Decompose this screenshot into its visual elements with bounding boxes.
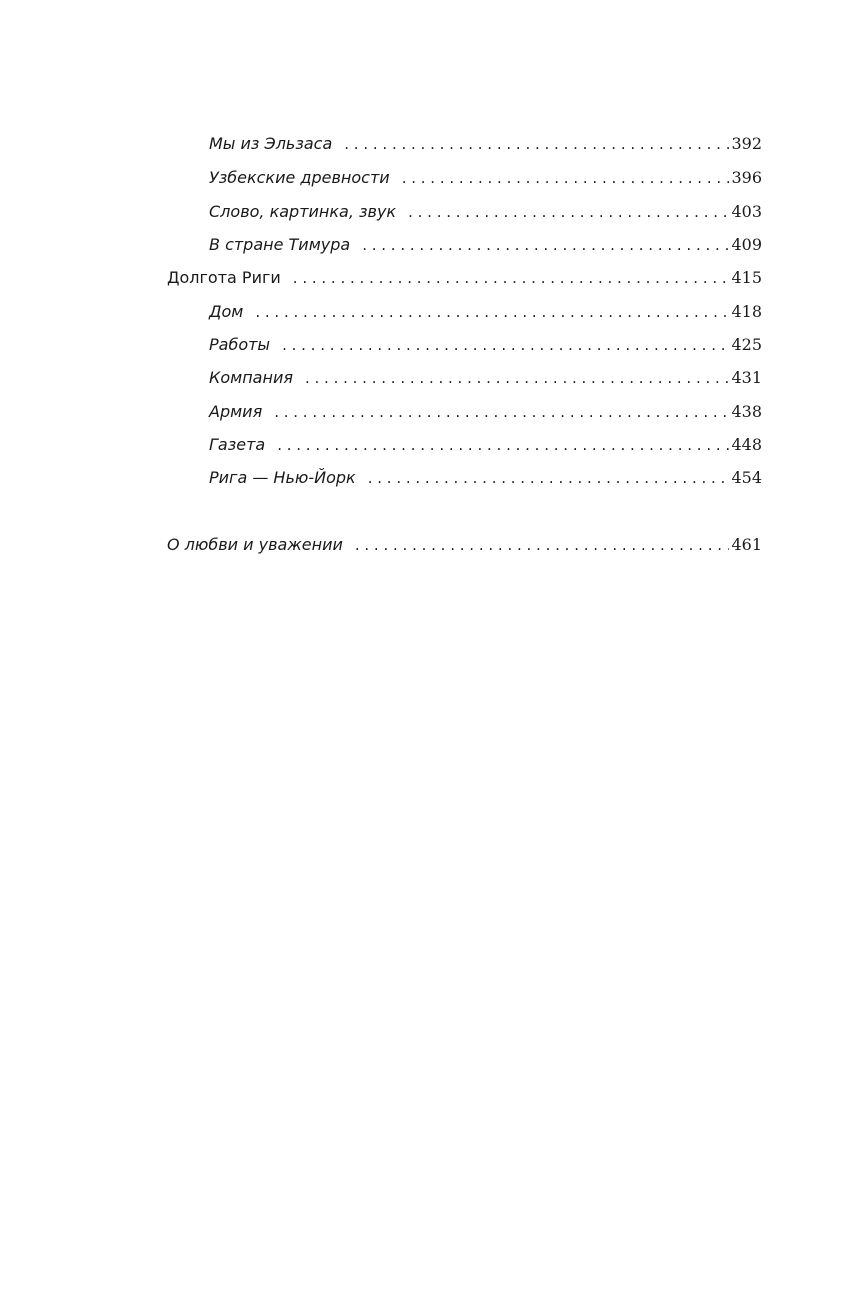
toc-entry-title: Армия xyxy=(209,402,263,421)
toc-entry-title: О любви и уважении xyxy=(167,535,343,554)
toc-dot-leader xyxy=(274,400,729,424)
toc-entry xyxy=(209,433,762,457)
toc-entry-title: Узбекские древности xyxy=(209,168,390,187)
toc-entry xyxy=(209,400,762,424)
toc-entry-page: 409 xyxy=(731,235,762,254)
toc-dot-leader xyxy=(408,200,729,224)
toc-entry xyxy=(209,300,762,324)
toc-entry xyxy=(209,166,762,190)
toc-dot-leader xyxy=(282,333,729,357)
toc-entry-page: 425 xyxy=(731,335,762,354)
toc-entry-page: 461 xyxy=(731,535,762,554)
toc-entry-page: 403 xyxy=(731,202,762,221)
toc-entry-title: В стране Тимура xyxy=(209,235,351,254)
toc-dot-leader xyxy=(362,233,729,257)
toc-entry-page: 431 xyxy=(731,368,762,387)
toc-entry-page: 438 xyxy=(731,402,762,421)
toc-entry-title: Дом xyxy=(209,302,244,321)
toc-entry-title: Компания xyxy=(209,368,293,387)
toc-entry-page: 418 xyxy=(731,302,762,321)
toc-dot-leader xyxy=(255,300,729,324)
toc-section-entry xyxy=(167,533,762,557)
toc-entry xyxy=(209,333,762,357)
toc-dot-leader xyxy=(293,266,730,290)
toc-entry-title: Рига — Нью-Йорк xyxy=(209,468,356,487)
toc-entry-title: Работы xyxy=(209,335,271,354)
toc-dot-leader xyxy=(355,533,730,557)
toc-entry xyxy=(209,466,762,490)
toc-entry-page: 392 xyxy=(731,134,762,153)
toc-entry xyxy=(209,366,762,390)
toc-entry-title: Слово, картинка, звук xyxy=(209,202,397,221)
toc-entry-title: Газета xyxy=(209,435,266,454)
toc-dot-leader xyxy=(368,466,730,490)
toc-entry-title: Мы из Эльзаса xyxy=(209,134,333,153)
toc-entry-page: 454 xyxy=(731,468,762,487)
toc-dot-leader xyxy=(344,132,729,156)
toc-entry xyxy=(209,132,762,156)
toc-entry xyxy=(209,200,762,224)
toc-entry-page: 448 xyxy=(731,435,762,454)
toc-entry-title: Долгота Риги xyxy=(167,268,281,287)
toc-entry-page: 415 xyxy=(731,268,762,287)
toc-entry-page: 396 xyxy=(731,168,762,187)
toc-section-entry xyxy=(167,266,762,290)
toc-dot-leader xyxy=(277,433,729,457)
toc-dot-leader xyxy=(402,166,730,190)
toc-dot-leader xyxy=(305,366,729,390)
toc-entry xyxy=(209,233,762,257)
